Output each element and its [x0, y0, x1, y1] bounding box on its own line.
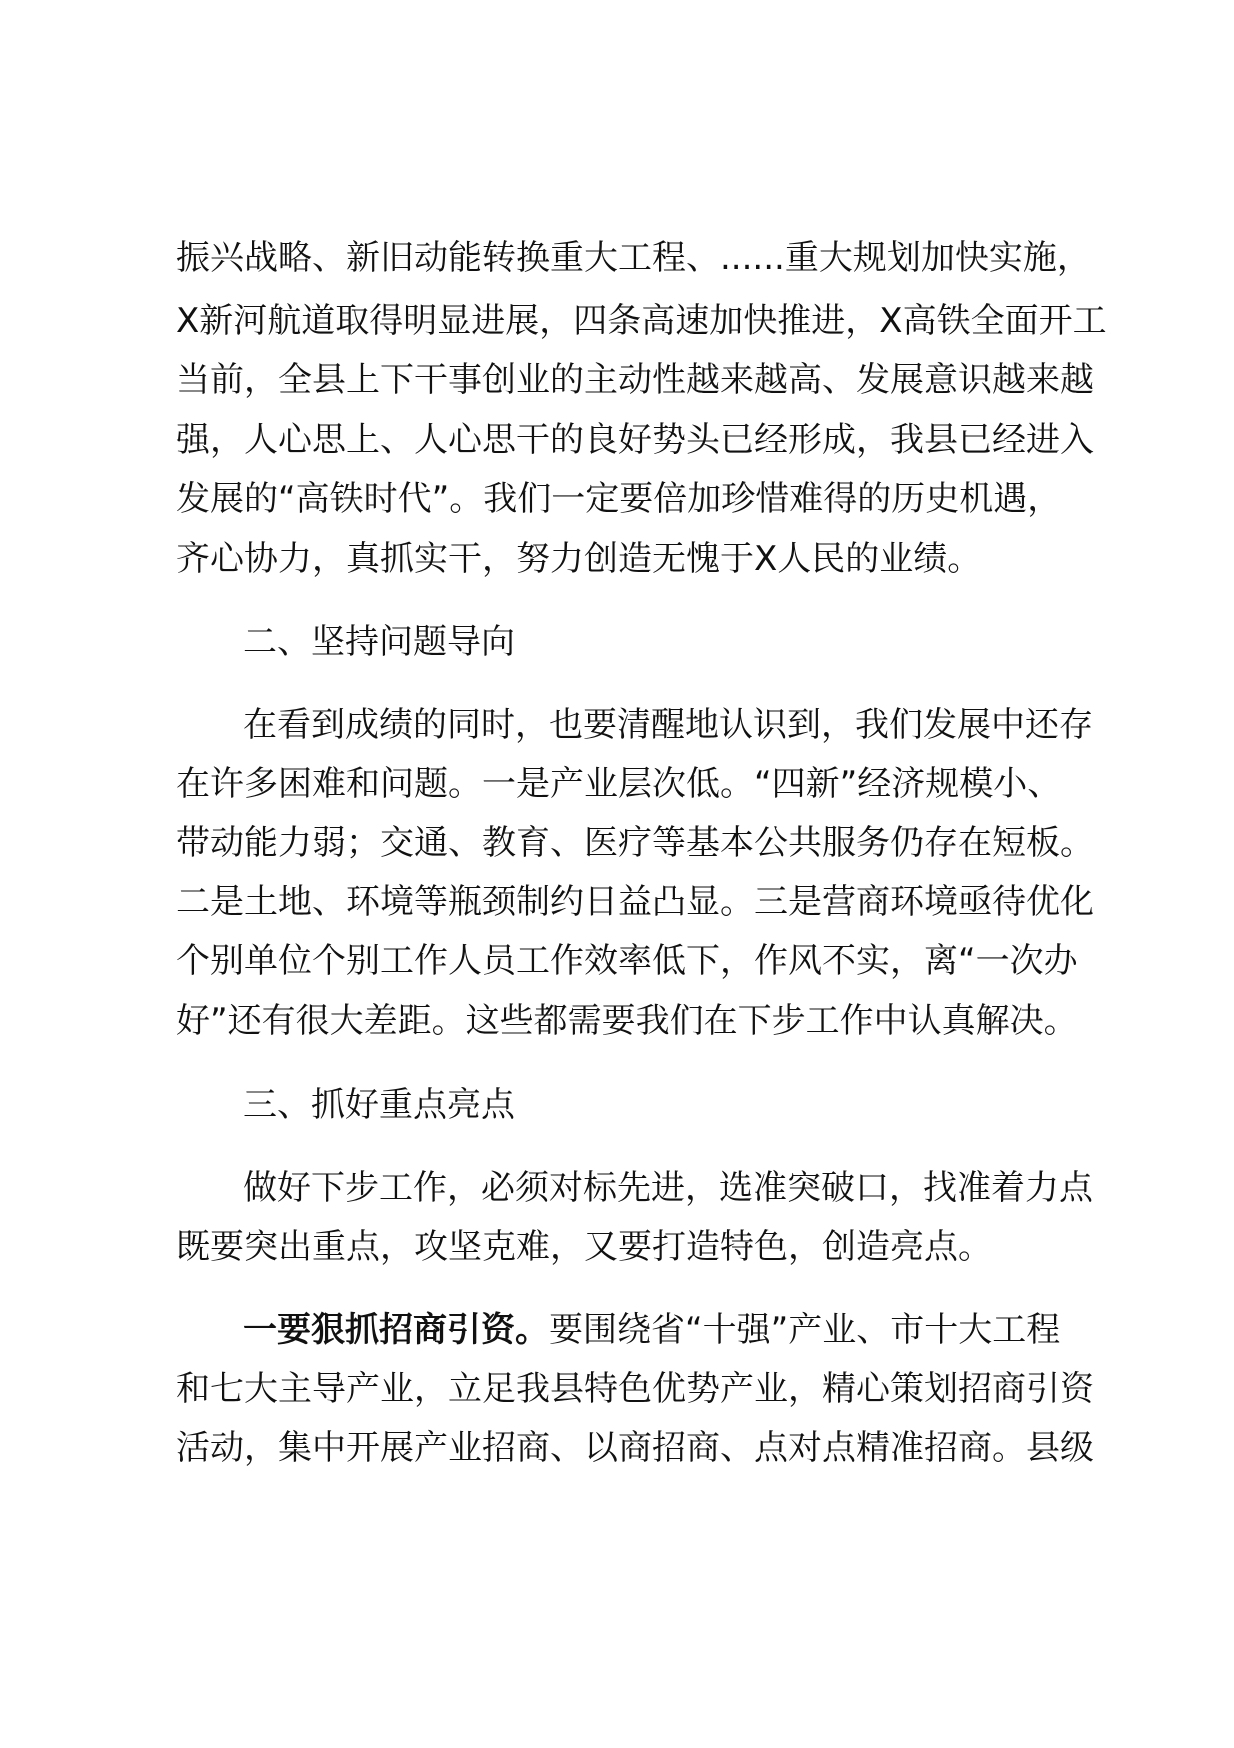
paragraph-text: 要围绕省“十强”产业、市十大工程 — [549, 1310, 1061, 1350]
paragraph-line: 二是土地、环境等瓶颈制约日益凸显。三是营商环境亟待优化 — [176, 882, 1094, 922]
paragraph-line: 带动能力弱；交通、教育、医疗等基本公共服务仍存在短板。 — [176, 823, 1094, 863]
section-heading: 二、坚持问题导向 — [243, 622, 515, 662]
paragraph-line: 当前，全县上下干事创业的主动性越来越高、发展意识越来越 — [176, 360, 1094, 400]
paragraph-line: 振兴战略、新旧动能转换重大工程、......重大规划加快实施， — [176, 238, 1091, 278]
paragraph-line: 在看到成绩的同时，也要清醒地认识到，我们发展中还存 — [243, 705, 1093, 745]
paragraph-line: 和七大主导产业，立足我县特色优势产业，精心策划招商引资 — [176, 1369, 1094, 1409]
paragraph-line: 做好下步工作，必须对标先进，选准突破口，找准着力点 — [243, 1168, 1093, 1208]
section-heading: 三、抓好重点亮点 — [243, 1085, 515, 1125]
point-heading: 一要狠抓招商引资。 — [243, 1310, 549, 1350]
paragraph-line: 发展的“高铁时代”。我们一定要倍加珍惜难得的历史机遇， — [176, 479, 1062, 519]
paragraph-line — [243, 1308, 1060, 1352]
paragraph-line: 强，人心思上、人心思干的良好势头已经形成，我县已经进入 — [176, 420, 1094, 460]
paragraph-line: 个别单位个别工作人员工作效率低下，作风不实，离“一次办 — [176, 941, 1078, 981]
paragraph-line: 活动，集中开展产业招商、以商招商、点对点精准招商。县级 — [176, 1428, 1094, 1468]
paragraph-line: X新河航道取得明显进展，四条高速加快推进，X高铁全面开工 — [176, 301, 1107, 341]
paragraph-line: 既要突出重点，攻坚克难，又要打造特色，创造亮点。 — [176, 1227, 992, 1267]
paragraph-line: 在许多困难和问题。一是产业层次低。“四新”经济规模小、 — [176, 764, 1062, 804]
paragraph-line: 齐心协力，真抓实干，努力创造无愧于X人民的业绩。 — [176, 539, 982, 579]
paragraph-line: 好”还有很大差距。这些都需要我们在下步工作中认真解决。 — [176, 1001, 1078, 1041]
